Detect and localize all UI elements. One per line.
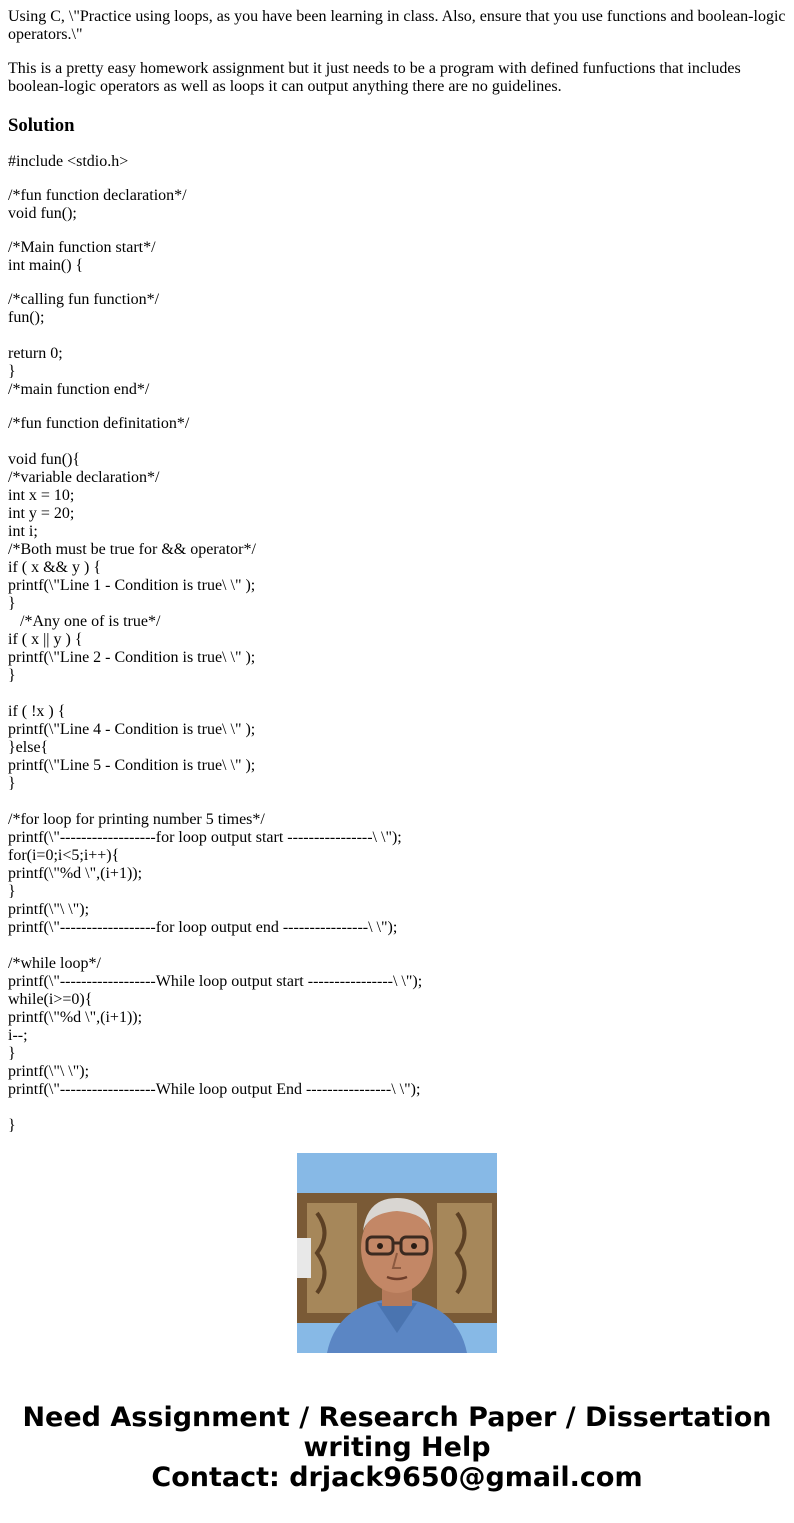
code-line: printf(\"------------------for loop output start ----------------\ \"); <box>8 829 402 846</box>
document-content <box>8 0 788 1134</box>
code-line: int x = 10; <box>8 487 75 504</box>
code-line: printf(\"\ \"); <box>8 901 90 918</box>
code-line: printf(\"%d \",(i+1)); <box>8 1009 143 1026</box>
code-line: for(i=0;i<5;i++){ <box>8 847 120 864</box>
code-line: } <box>8 775 16 792</box>
code-line: } <box>8 883 16 900</box>
promo-line-2: writing Help <box>303 1432 491 1463</box>
code-line: int main() { <box>8 257 84 274</box>
code-line: printf(\"Line 2 - Condition is true\ \" ); <box>8 649 256 666</box>
promo-banner <box>0 1403 794 1493</box>
code-line: printf(\"\ \"); <box>8 1063 90 1080</box>
promo-line-1: Need Assignment / Research Paper / Dissertation <box>22 1402 772 1433</box>
code-line: /*fun function definitation*/ <box>8 415 190 432</box>
code-line: #include <stdio.h> <box>8 153 129 170</box>
code-line: }else{ <box>8 739 49 756</box>
code-line: } <box>8 1117 16 1134</box>
code-line: return 0; <box>8 345 63 362</box>
tutor-photo-illustration <box>297 1153 497 1353</box>
code-line: printf(\"------------------While loop output start ----------------\ \"); <box>8 973 423 990</box>
code-line: /*calling fun function*/ <box>8 291 160 308</box>
code-line: void fun(){ <box>8 451 81 468</box>
code-line: void fun(); <box>8 205 77 222</box>
code-line: /*main function end*/ <box>8 381 150 398</box>
code-line: /*fun function declaration*/ <box>8 187 187 204</box>
promo-contact: Contact: drjack9650@gmail.com <box>151 1462 643 1493</box>
code-line: /*Both must be true for && operator*/ <box>8 541 256 558</box>
code-block <box>8 153 788 1135</box>
code-line: i--; <box>8 1027 28 1044</box>
solution-heading: Solution <box>8 115 75 136</box>
question-text: Using C, \"Practice using loops, as you have been learning in class. Also, ensure that you use functions and boolean-logic operators.\" <box>8 8 786 43</box>
tutor-avatar <box>297 1153 497 1353</box>
code-line: /*Any one of is true*/ <box>8 613 161 630</box>
code-line: printf(\"Line 4 - Condition is true\ \" ); <box>8 721 256 738</box>
code-line: printf(\"Line 1 - Condition is true\ \" ); <box>8 577 256 594</box>
code-line: printf(\"%d \",(i+1)); <box>8 865 143 882</box>
code-line: } <box>8 667 16 684</box>
code-line: printf(\"------------------for loop output end ----------------\ \"); <box>8 919 398 936</box>
code-line: /*variable declaration*/ <box>8 469 160 486</box>
code-line: fun(); <box>8 309 45 326</box>
code-line: printf(\"------------------While loop output End ----------------\ \"); <box>8 1081 421 1098</box>
code-line: } <box>8 363 16 380</box>
code-line: /*while loop*/ <box>8 955 101 972</box>
code-line: } <box>8 595 16 612</box>
question-details: This is a pretty easy homework assignment but it just needs to be a program with defined funfuctions that includes boolean-logic operators as well as loops it can output anything there are no guidelines. <box>8 60 741 95</box>
code-line: int y = 20; <box>8 505 75 522</box>
code-line: while(i>=0){ <box>8 991 93 1008</box>
code-line: /*Main function start*/ <box>8 239 156 256</box>
code-line: } <box>8 1045 16 1062</box>
code-line: if ( x || y ) { <box>8 631 83 648</box>
code-line: int i; <box>8 523 38 540</box>
code-line: if ( !x ) { <box>8 703 66 720</box>
code-line: /*for loop for printing number 5 times*/ <box>8 811 265 828</box>
code-line: printf(\"Line 5 - Condition is true\ \" ); <box>8 757 256 774</box>
code-line: if ( x && y ) { <box>8 559 101 576</box>
